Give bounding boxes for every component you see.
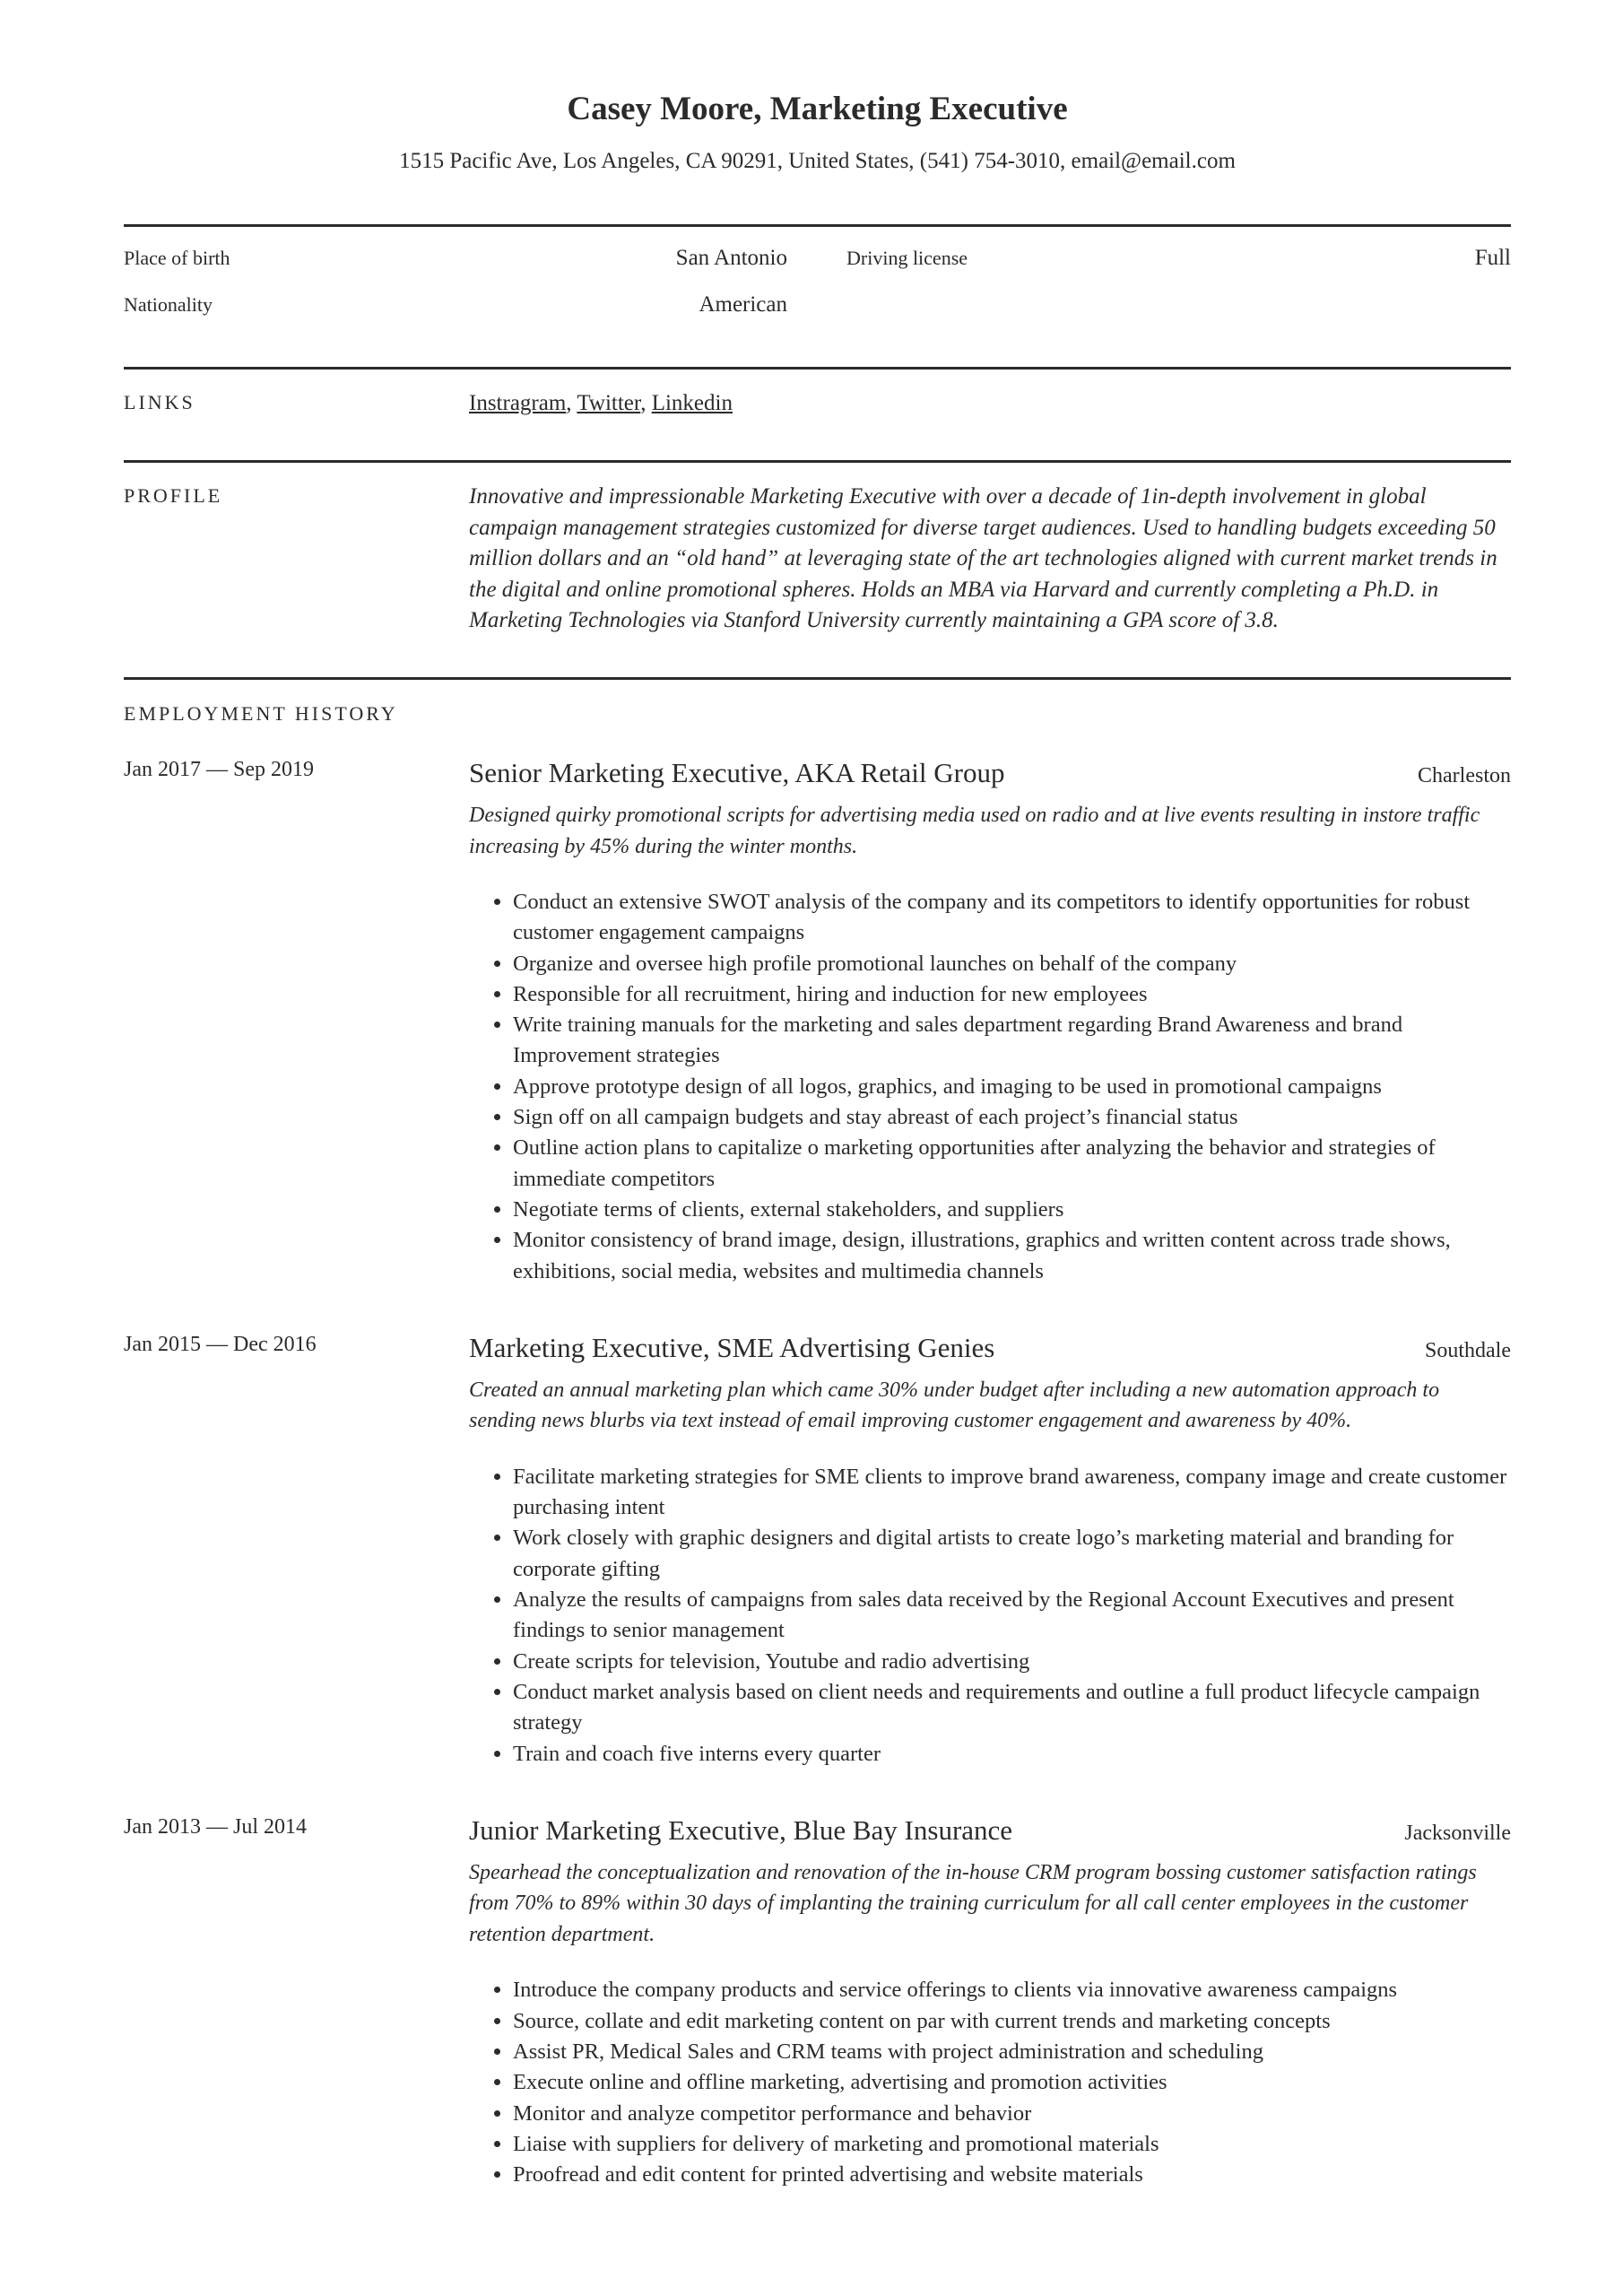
job-bullet: • Negotiate terms of clients, external stakeholders, and suppliers — [513, 1195, 1511, 1225]
divider — [124, 677, 1511, 680]
employment-heading: EMPLOYMENT HISTORY — [124, 702, 398, 725]
job-dates: Jan 2017 — Sep 2019 — [124, 758, 314, 781]
job-entry — [124, 1326, 1511, 1770]
links-heading: LINKS — [124, 391, 195, 413]
job-bullet: • Execute online and offline marketing, advertising and promotion activities — [513, 2067, 1511, 2098]
job-bullet: • Introduce the company products and service offerings to clients via innovative awareness campaigns — [513, 1975, 1511, 2005]
job-entry — [124, 752, 1511, 1287]
job-bullet: • Work closely with graphic designers and digital artists to create logo’s marketing material and branding for corporate gifting — [513, 1523, 1511, 1585]
job-city: Jacksonville — [1404, 1821, 1511, 1845]
job-title: Senior Marketing Executive, AKA Retail Group — [469, 757, 1005, 788]
job-bullet: • Assist PR, Medical Sales and CRM teams with project administration and scheduling — [513, 2037, 1511, 2067]
job-bullet: • Facilitate marketing strategies for SME clients to improve brand awareness, company image and create customer purchasing intent — [513, 1462, 1511, 1524]
job-summary: Designed quirky promotional scripts for advertising media used on radio and at live events resulting in instore traffic increasing by 45% during the winter months. — [469, 804, 1480, 858]
nationality-value: American — [699, 292, 787, 317]
job-bullet: • Outline action plans to capitalize o marketing opportunities after analyzing the behavior and strategies of immediate competitors — [513, 1133, 1511, 1195]
place-of-birth-value: San Antonio — [675, 246, 787, 270]
job-bullet: • Proofread and edit content for printed advertising and website materials — [513, 2160, 1511, 2190]
job-bullets — [469, 887, 1511, 1287]
job-summary: Created an annual marketing plan which came 30% under budget after including a new automation approach to sending news blurbs via text instead of email improving customer engagement and awareness by 40%. — [469, 1378, 1440, 1433]
place-of-birth-label: Place of birth — [124, 247, 230, 269]
job-bullet: • Organize and oversee high profile promotional launches on behalf of the company — [513, 949, 1511, 979]
profile-text: Innovative and impressionable Marketing Executive with over a decade of 1in-depth involvement in global campaign management strategies customized for diverse target audiences. Used to handling budgets exceeding 50 million dollars and an “old hand” at leveraging state of the art technologies aligned with current market trends in the digital and online promotional spheres. Holds an MBA via Harvard and currently completing a Ph.D. in Marketing Technologies via Stanford University currently maintaining a GPA score of 3.8. — [469, 484, 1497, 632]
job-title: Junior Marketing Executive, Blue Bay Insurance — [469, 1813, 1013, 1846]
job-city: Southdale — [1425, 1338, 1511, 1362]
link-instagram[interactable]: Instragram — [469, 391, 567, 415]
job-bullet: • Write training manuals for the marketing and sales department regarding Brand Awareness and brand Improvement strategies — [513, 1010, 1511, 1072]
link-linkedin[interactable]: Linkedin — [651, 391, 733, 415]
job-bullet: • Monitor consistency of brand image, design, illustrations, graphics and written content across trade shows, exhibitions, social media, websites and multimedia channels — [513, 1225, 1511, 1287]
job-bullet: • Responsible for all recruitment, hiring and induction for new employees — [513, 979, 1511, 1010]
driving-license-value: Full — [1474, 246, 1511, 270]
job-city: Charleston — [1418, 764, 1511, 787]
job-bullet: • Sign off on all campaign budgets and stay abreast of each project’s financial status — [513, 1102, 1511, 1133]
job-summary: Spearhead the conceptualization and renovation of the in-house CRM program bossing customer satisfaction ratings from 70% to 89% within 30 days of implanting the training curriculum for all call center employees in the customer retention department. — [469, 1860, 1477, 1946]
job-bullet: • Create scripts for television, Youtube and radio advertising — [513, 1647, 1511, 1677]
job-bullets — [469, 1975, 1511, 2190]
separator: , — [640, 391, 652, 415]
resume-title: Casey Moore, Marketing Executive — [567, 91, 1068, 127]
job-bullet: • Liaise with suppliers for delivery of marketing and promotional materials — [513, 2129, 1511, 2160]
job-bullet: • Source, collate and edit marketing content on par with current trends and marketing concepts — [513, 2006, 1511, 2037]
driving-license-label: Driving license — [846, 247, 968, 269]
job-bullet: • Conduct market analysis based on client needs and requirements and outline a full product lifecycle campaign strategy — [513, 1677, 1511, 1739]
contact-line: 1515 Pacific Ave, Los Angeles, CA 90291, United States, (541) 754-3010, email@email.com — [399, 149, 1236, 173]
job-bullet: • Train and coach five interns every quarter — [513, 1739, 1511, 1770]
job-dates: Jan 2013 — Jul 2014 — [124, 1814, 307, 1839]
job-title: Marketing Executive, SME Advertising Genies — [469, 1331, 995, 1363]
divider — [124, 367, 1511, 370]
job-bullet: • Approve prototype design of all logos, graphics, and imaging to be used in promotional campaigns — [513, 1072, 1511, 1102]
nationality-label: Nationality — [124, 293, 213, 316]
link-twitter[interactable]: Twitter — [577, 391, 641, 415]
job-dates: Jan 2015 — Dec 2016 — [124, 1332, 317, 1356]
separator: , — [566, 391, 577, 415]
job-bullet: • Analyze the results of campaigns from sales data received by the Regional Account Executives and present findings to senior management — [513, 1585, 1511, 1647]
job-entry — [124, 1809, 1511, 2191]
job-bullet: • Conduct an extensive SWOT analysis of the company and its competitors to identify opportunities for robust customer engagement campaigns — [513, 887, 1511, 949]
divider — [124, 460, 1511, 463]
job-bullet: • Monitor and analyze competitor performance and behavior — [513, 2099, 1511, 2129]
profile-heading: PROFILE — [124, 484, 223, 507]
links-list — [469, 388, 1511, 420]
employment-list — [124, 752, 1511, 2230]
divider — [124, 224, 1511, 227]
job-bullets — [469, 1462, 1511, 1770]
